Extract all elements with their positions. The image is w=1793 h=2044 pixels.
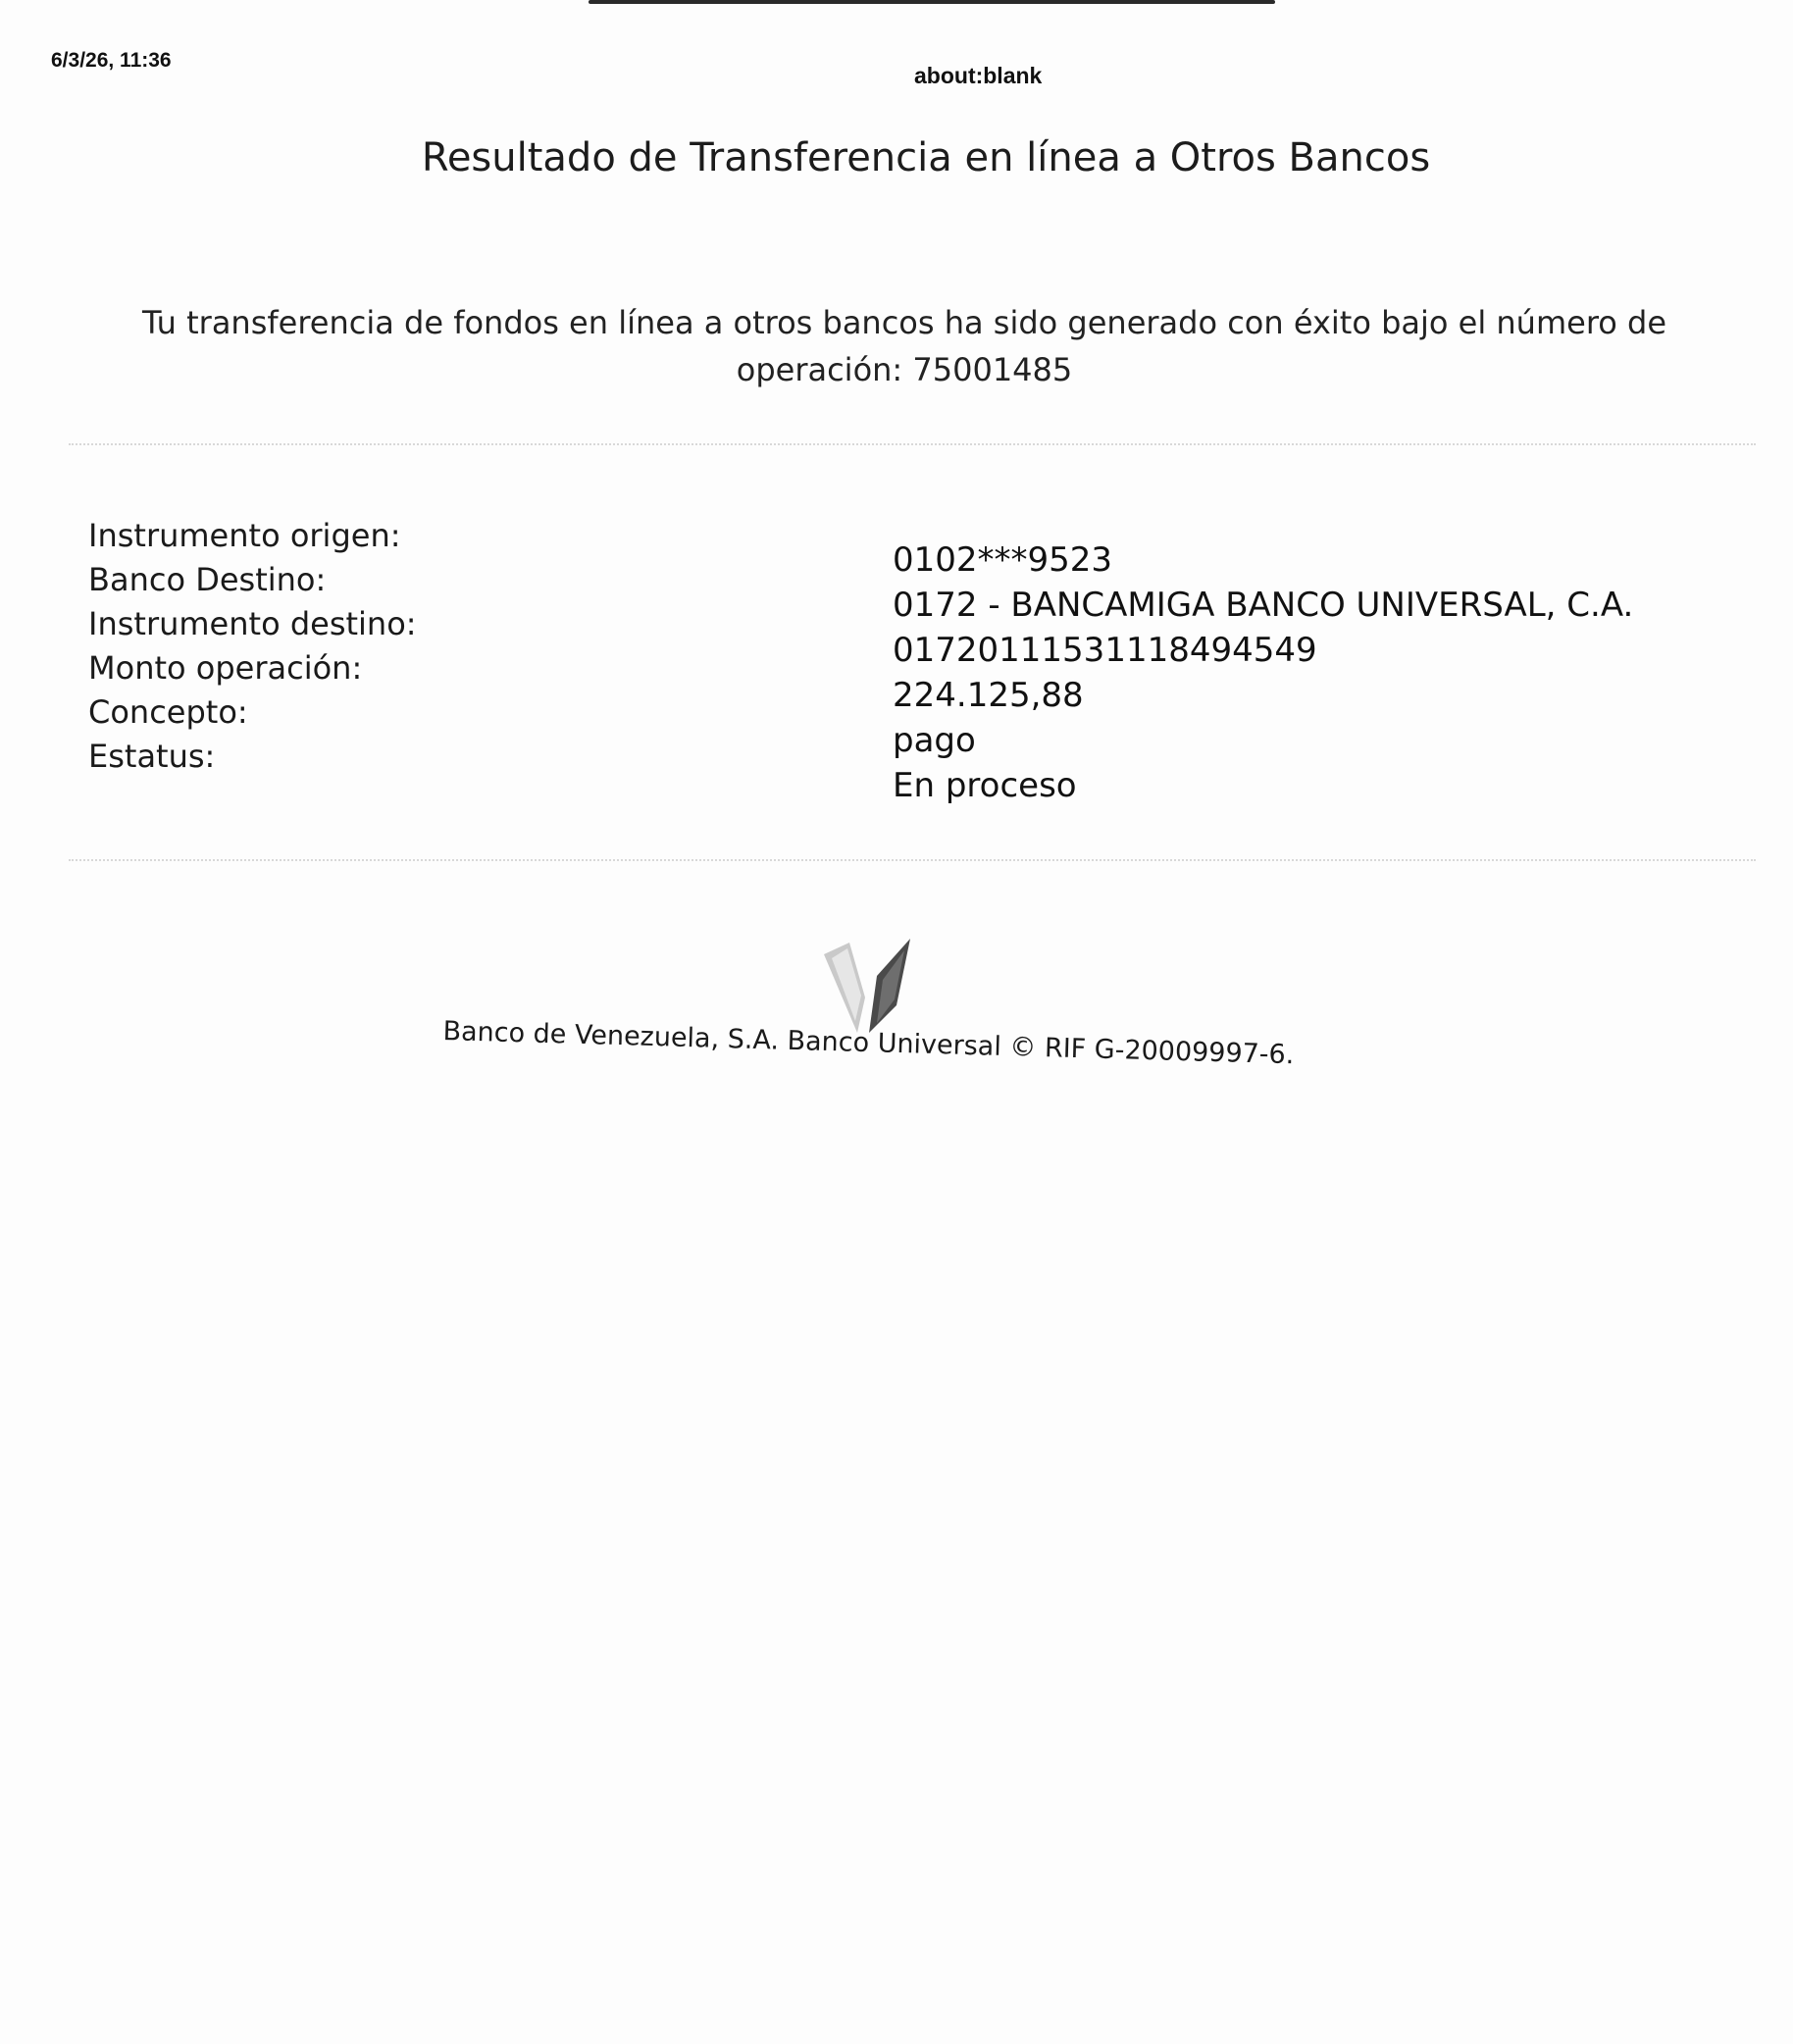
success-message-line-2: operación: 75001485 <box>736 351 1073 388</box>
divider-top <box>69 443 1756 445</box>
label-estatus: Estatus: <box>88 738 216 775</box>
field-labels <box>88 514 417 779</box>
label-banco-destino: Banco Destino: <box>88 561 327 598</box>
value-instrumento-origen: 0102***9523 <box>893 540 1113 580</box>
success-message <box>110 299 1699 393</box>
print-url: about:blank <box>914 63 1043 88</box>
page-top-edge <box>589 0 1275 4</box>
page-title: Resultado de Transferencia en línea a Otros Bancos <box>421 135 1431 180</box>
print-date: 6/3/26, 11:36 <box>51 49 172 72</box>
value-concepto: pago <box>893 721 976 760</box>
footer-legal-text: Banco de Venezuela, S.A. Banco Universal © RIF G-20009997-6. <box>442 1016 1295 1071</box>
value-monto-operacion: 224.125,88 <box>893 676 1084 715</box>
banco-de-venezuela-logo-icon <box>820 937 918 1035</box>
value-estatus: En proceso <box>893 766 1077 805</box>
value-instrumento-destino: 01720111531118494549 <box>893 631 1317 670</box>
divider-bottom <box>69 859 1756 861</box>
value-banco-destino: 0172 - BANCAMIGA BANCO UNIVERSAL, C.A. <box>893 586 1634 625</box>
success-message-line-1: Tu transferencia de fondos en línea a otros bancos ha sido generado con éxito bajo el número de <box>141 304 1667 341</box>
label-concepto: Concepto: <box>88 693 248 731</box>
field-values <box>893 537 1633 808</box>
label-instrumento-destino: Instrumento destino: <box>88 605 417 642</box>
label-monto-operacion: Monto operación: <box>88 649 363 687</box>
label-instrumento-origen: Instrumento origen: <box>88 517 401 554</box>
